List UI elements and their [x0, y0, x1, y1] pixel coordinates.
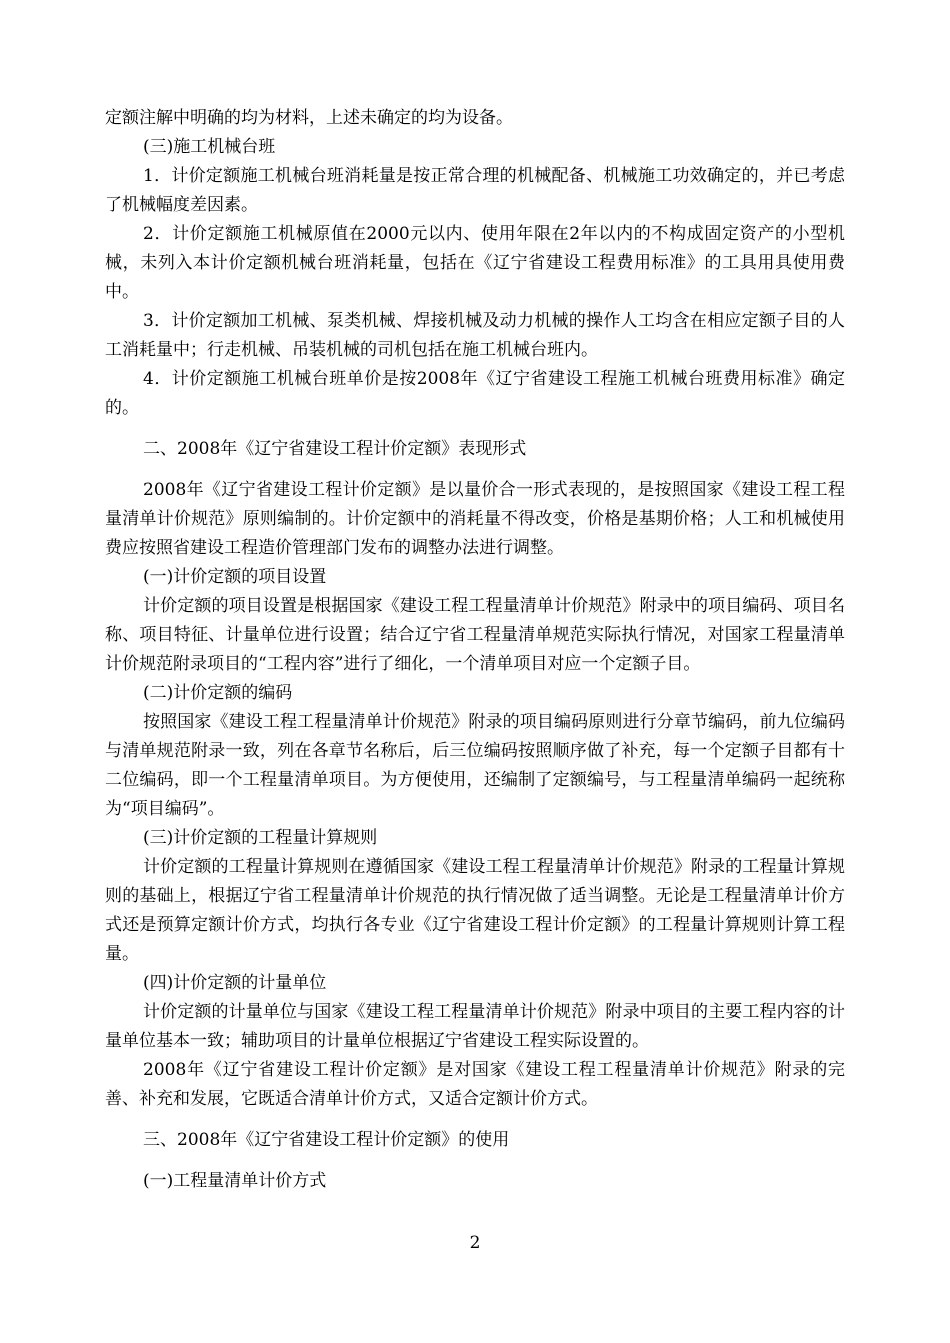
- paragraph: 1．计价定额施工机械台班消耗量是按正常合理的机械配备、机械施工功效确定的，并已考虑了机械幅度差因素。: [105, 166, 845, 215]
- paragraph: 2．计价定额施工机械原值在2000元以内、使用年限在2年以内的不构成固定资产的小型机械，未列入本计价定额机械台班消耗量，包括在《辽宁省建设工程费用标准》的工具用具使用费中。: [105, 224, 845, 302]
- paragraph: (四)计价定额的计量单位: [143, 973, 327, 993]
- paragraph: 二、2008年《辽宁省建设工程计价定额》表现形式: [143, 439, 527, 459]
- paragraph: (二)计价定额的编码: [143, 683, 293, 703]
- page-number: 2: [469, 1233, 481, 1253]
- paragraph: 计价定额的计量单位与国家《建设工程工程量清单计价规范》附录中项目的主要工程内容的计量单位基本一致；辅助项目的计量单位根据辽宁省建设工程实际设置的。: [105, 1002, 845, 1051]
- paragraph: (三)计价定额的工程量计算规则: [143, 828, 378, 848]
- paragraph: 3．计价定额加工机械、泵类机械、焊接机械及动力机械的操作人工均含在相应定额子目的人工消耗量中；行走机械、吊装机械的司机包括在施工机械台班内。: [105, 311, 845, 360]
- document-body: [105, 104, 845, 1196]
- paragraph: (一)计价定额的项目设置: [143, 567, 327, 587]
- paragraph: 按照国家《建设工程工程量清单计价规范》附录的项目编码原则进行分章节编码，前九位编码与清单规范附录一致，列在各章节名称后，后三位编码按照顺序做了补充，每一个定额子目都有十二位编码，即一个工程量清单项目。为方便使用，还编制了定额编号，与工程量清单编码一起统称为“项目编码”。: [105, 712, 845, 819]
- paragraph: (一)工程量清单计价方式: [143, 1171, 327, 1191]
- paragraph: 2008年《辽宁省建设工程计价定额》是以量价合一形式表现的，是按照国家《建设工程工程量清单计价规范》原则编制的。计价定额中的消耗量不得改变，价格是基期价格；人工和机械使用费应按照省建设工程造价管理部门发布的调整办法进行调整。: [105, 480, 845, 558]
- paragraph: 计价定额的项目设置是根据国家《建设工程工程量清单计价规范》附录中的项目编码、项目名称、项目特征、计量单位进行设置；结合辽宁省工程量清单规范实际执行情况，对国家工程量清单计价规范附录项目的“工程内容”进行了细化，一个清单项目对应一个定额子目。: [105, 596, 845, 674]
- paragraph: 4．计价定额施工机械台班单价是按2008年《辽宁省建设工程施工机械台班费用标准》确定的。: [105, 369, 845, 418]
- paragraph: 三、2008年《辽宁省建设工程计价定额》的使用: [143, 1130, 510, 1150]
- paragraph: (三)施工机械台班: [143, 137, 276, 157]
- paragraph: 定额注解中明确的均为材料，上述未确定的均为设备。: [105, 108, 513, 128]
- paragraph: 2008年《辽宁省建设工程计价定额》是对国家《建设工程工程量清单计价规范》附录的完善、补充和发展，它既适合清单计价方式，又适合定额计价方式。: [105, 1060, 845, 1109]
- paragraph: 计价定额的工程量计算规则在遵循国家《建设工程工程量清单计价规范》附录的工程量计算规则的基础上，根据辽宁省工程量清单计价规范的执行情况做了适当调整。无论是工程量清单计价方式还是预算定额计价方式，均执行各专业《辽宁省建设工程计价定额》的工程量计算规则计算工程量。: [105, 857, 845, 964]
